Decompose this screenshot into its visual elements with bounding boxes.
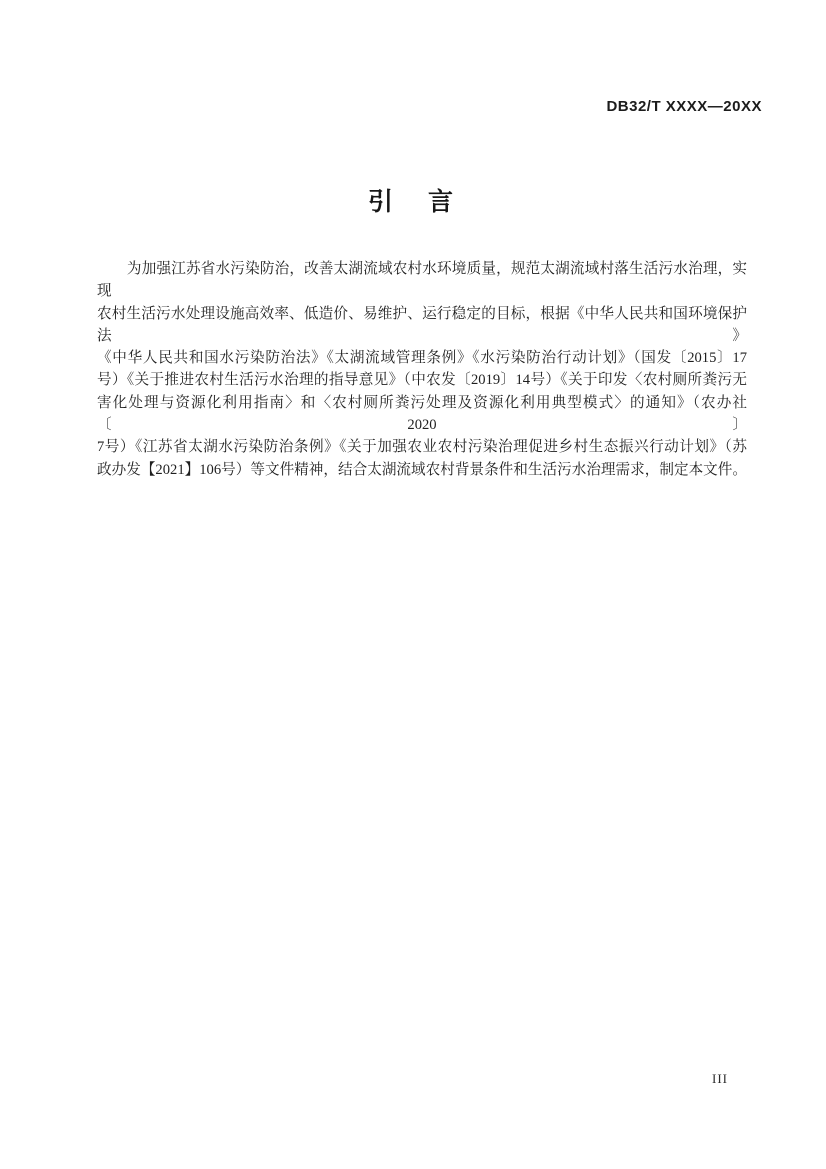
standard-code: DB32/T XXXX—20XX: [606, 98, 762, 115]
paragraph-line: 农村生活污水处理设施高效率、低造价、易维护、运行稳定的目标，根据《中华人民共和国环境保护法》: [97, 305, 747, 344]
foreword-paragraph: [97, 258, 747, 481]
paragraph-line: 7号）《江苏省太湖水污染防治条例》《关于加强农业农村污染治理促进乡村生态振兴行动计划》（苏: [97, 439, 747, 456]
paragraph-line: 政办发【2021】106号）等文件精神，结合太湖流域农村背景条件和生活污水治理需求，制定本文件。: [97, 461, 747, 478]
paragraph-line: 害化处理与资源化利用指南〉和〈农村厕所粪污处理及资源化利用典型模式〉的通知》（农办社〔2020〕: [97, 394, 747, 434]
paragraph-line: 《中华人民共和国水污染防治法》《太湖流域管理条例》《水污染防治行动计划》（国发〔2015〕17: [97, 350, 747, 367]
page-title: 引 言: [367, 188, 458, 216]
page-number: III: [712, 1071, 728, 1086]
paragraph-line: 为加强江苏省水污染防治，改善太湖流域农村水环境质量，规范太湖流域村落生活污水治理，实现: [97, 261, 747, 300]
paragraph-line: 号）《关于推进农村生活污水治理的指导意见》（中农发〔2019〕14号）《关于印发〈农村厕所粪污无: [97, 372, 747, 389]
